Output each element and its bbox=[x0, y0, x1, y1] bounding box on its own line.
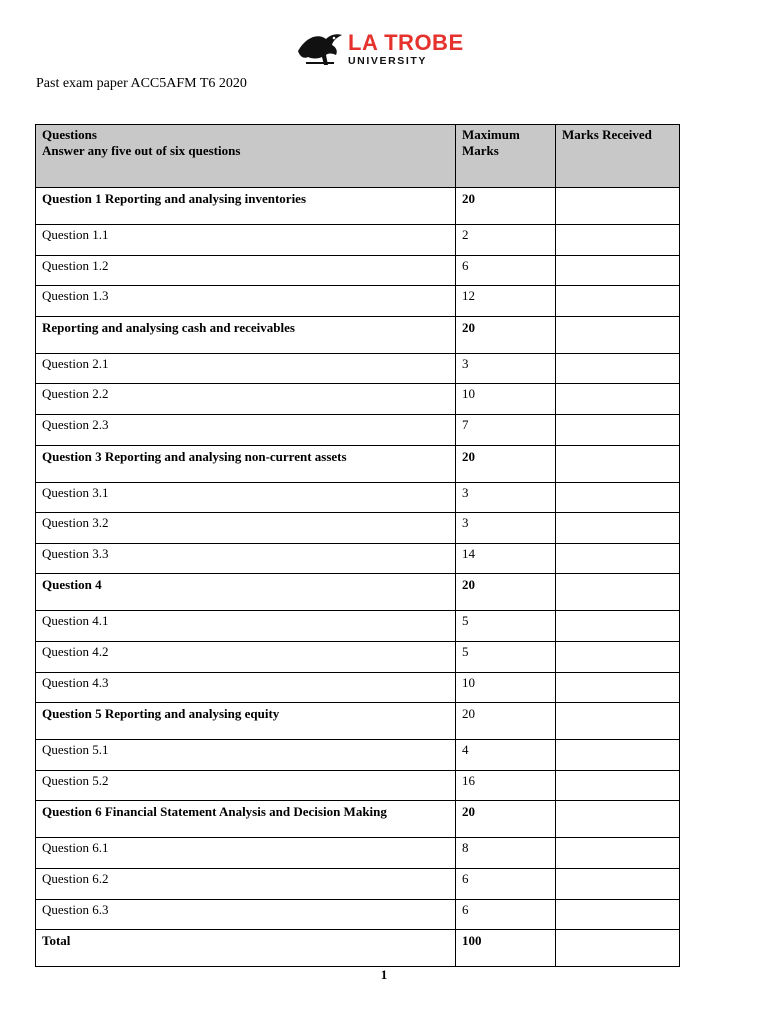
table-row bbox=[36, 543, 680, 574]
question-label: Question 1.2 bbox=[36, 255, 456, 286]
header-questions-instruction: Answer any five out of six questions bbox=[42, 143, 241, 158]
table-row bbox=[36, 574, 680, 611]
question-label: Question 1.1 bbox=[36, 225, 456, 256]
header-questions bbox=[36, 125, 456, 188]
table-row bbox=[36, 801, 680, 838]
marks-received-cell bbox=[556, 868, 680, 899]
table-row bbox=[36, 225, 680, 256]
marks-received-cell bbox=[556, 672, 680, 703]
question-label: Question 6 Financial Statement Analysis and Decision Making bbox=[36, 801, 456, 838]
table-row bbox=[36, 770, 680, 801]
question-label: Question 4.3 bbox=[36, 672, 456, 703]
marks-received-cell bbox=[556, 225, 680, 256]
table-row bbox=[36, 868, 680, 899]
eagle-icon bbox=[296, 29, 344, 69]
table-row bbox=[36, 445, 680, 482]
question-label: Question 2.1 bbox=[36, 353, 456, 384]
table-row bbox=[36, 316, 680, 353]
maximum-marks: 7 bbox=[456, 414, 556, 445]
header-questions-title: Questions bbox=[42, 127, 97, 142]
table-header-row bbox=[36, 125, 680, 188]
page-number: 1 bbox=[380, 967, 388, 982]
marks-received-cell bbox=[556, 740, 680, 771]
university-logo bbox=[296, 28, 466, 70]
marks-received-cell bbox=[556, 641, 680, 672]
logo-subtitle: UNIVERSITY bbox=[348, 54, 428, 67]
maximum-marks: 3 bbox=[456, 353, 556, 384]
marks-received-cell bbox=[556, 353, 680, 384]
marks-received-cell bbox=[556, 801, 680, 838]
table-row bbox=[36, 188, 680, 225]
marks-received-cell bbox=[556, 445, 680, 482]
maximum-marks: 6 bbox=[456, 899, 556, 930]
question-label: Question 4.2 bbox=[36, 641, 456, 672]
maximum-marks: 10 bbox=[456, 384, 556, 415]
question-label: Question 1 Reporting and analysing inventories bbox=[36, 188, 456, 225]
question-label: Question 3.2 bbox=[36, 513, 456, 544]
maximum-marks: 20 bbox=[456, 574, 556, 611]
marks-received-cell bbox=[556, 513, 680, 544]
marks-received-cell bbox=[556, 384, 680, 415]
maximum-marks: 10 bbox=[456, 672, 556, 703]
question-label: Question 1.3 bbox=[36, 286, 456, 317]
table-row bbox=[36, 482, 680, 513]
maximum-marks: 8 bbox=[456, 838, 556, 869]
question-label: Question 5.1 bbox=[36, 740, 456, 771]
marks-received-cell bbox=[556, 770, 680, 801]
table-row bbox=[36, 286, 680, 317]
table-row bbox=[36, 384, 680, 415]
question-label: Question 6.1 bbox=[36, 838, 456, 869]
maximum-marks: 20 bbox=[456, 316, 556, 353]
maximum-marks: 12 bbox=[456, 286, 556, 317]
header-maximum-marks bbox=[456, 125, 556, 188]
question-label: Total bbox=[36, 930, 456, 967]
marks-received-cell bbox=[556, 543, 680, 574]
marks-received-cell bbox=[556, 930, 680, 967]
maximum-marks: 5 bbox=[456, 641, 556, 672]
marks-received-cell bbox=[556, 255, 680, 286]
marks-received-cell bbox=[556, 188, 680, 225]
question-label: Question 2.2 bbox=[36, 384, 456, 415]
question-label: Reporting and analysing cash and receivables bbox=[36, 316, 456, 353]
maximum-marks: 100 bbox=[456, 930, 556, 967]
marks-received-cell bbox=[556, 899, 680, 930]
table-row bbox=[36, 513, 680, 544]
table-row bbox=[36, 672, 680, 703]
question-label: Question 3.3 bbox=[36, 543, 456, 574]
question-label: Question 4.1 bbox=[36, 611, 456, 642]
question-label: Question 2.3 bbox=[36, 414, 456, 445]
question-label: Question 5.2 bbox=[36, 770, 456, 801]
maximum-marks: 20 bbox=[456, 703, 556, 740]
maximum-marks: 20 bbox=[456, 445, 556, 482]
table-row bbox=[36, 838, 680, 869]
maximum-marks: 20 bbox=[456, 188, 556, 225]
logo-name: LA TROBE bbox=[348, 29, 464, 55]
maximum-marks: 6 bbox=[456, 255, 556, 286]
table-row bbox=[36, 899, 680, 930]
header-max-line2: Marks bbox=[462, 143, 499, 158]
header-max-line1: Maximum bbox=[462, 127, 520, 142]
header-marks-received: Marks Received bbox=[556, 125, 680, 188]
maximum-marks: 6 bbox=[456, 868, 556, 899]
question-label: Question 4 bbox=[36, 574, 456, 611]
maximum-marks: 2 bbox=[456, 225, 556, 256]
maximum-marks: 14 bbox=[456, 543, 556, 574]
document-title: Past exam paper ACC5AFM T6 2020 bbox=[36, 76, 247, 91]
table-row bbox=[36, 255, 680, 286]
question-label: Question 6.2 bbox=[36, 868, 456, 899]
marks-received-cell bbox=[556, 838, 680, 869]
marks-received-cell bbox=[556, 611, 680, 642]
maximum-marks: 20 bbox=[456, 801, 556, 838]
marks-received-cell bbox=[556, 286, 680, 317]
marks-received-cell bbox=[556, 414, 680, 445]
marks-received-cell bbox=[556, 703, 680, 740]
table-row bbox=[36, 414, 680, 445]
question-label: Question 5 Reporting and analysing equity bbox=[36, 703, 456, 740]
table-row bbox=[36, 353, 680, 384]
maximum-marks: 3 bbox=[456, 513, 556, 544]
table-row bbox=[36, 641, 680, 672]
table-row bbox=[36, 740, 680, 771]
maximum-marks: 16 bbox=[456, 770, 556, 801]
table-row bbox=[36, 611, 680, 642]
maximum-marks: 3 bbox=[456, 482, 556, 513]
table-row bbox=[36, 930, 680, 967]
question-label: Question 3 Reporting and analysing non-current assets bbox=[36, 445, 456, 482]
table-row bbox=[36, 703, 680, 740]
maximum-marks: 5 bbox=[456, 611, 556, 642]
marks-received-cell bbox=[556, 482, 680, 513]
marks-received-cell bbox=[556, 574, 680, 611]
question-label: Question 3.1 bbox=[36, 482, 456, 513]
maximum-marks: 4 bbox=[456, 740, 556, 771]
marks-received-cell bbox=[556, 316, 680, 353]
marks-table bbox=[35, 124, 680, 967]
question-label: Question 6.3 bbox=[36, 899, 456, 930]
